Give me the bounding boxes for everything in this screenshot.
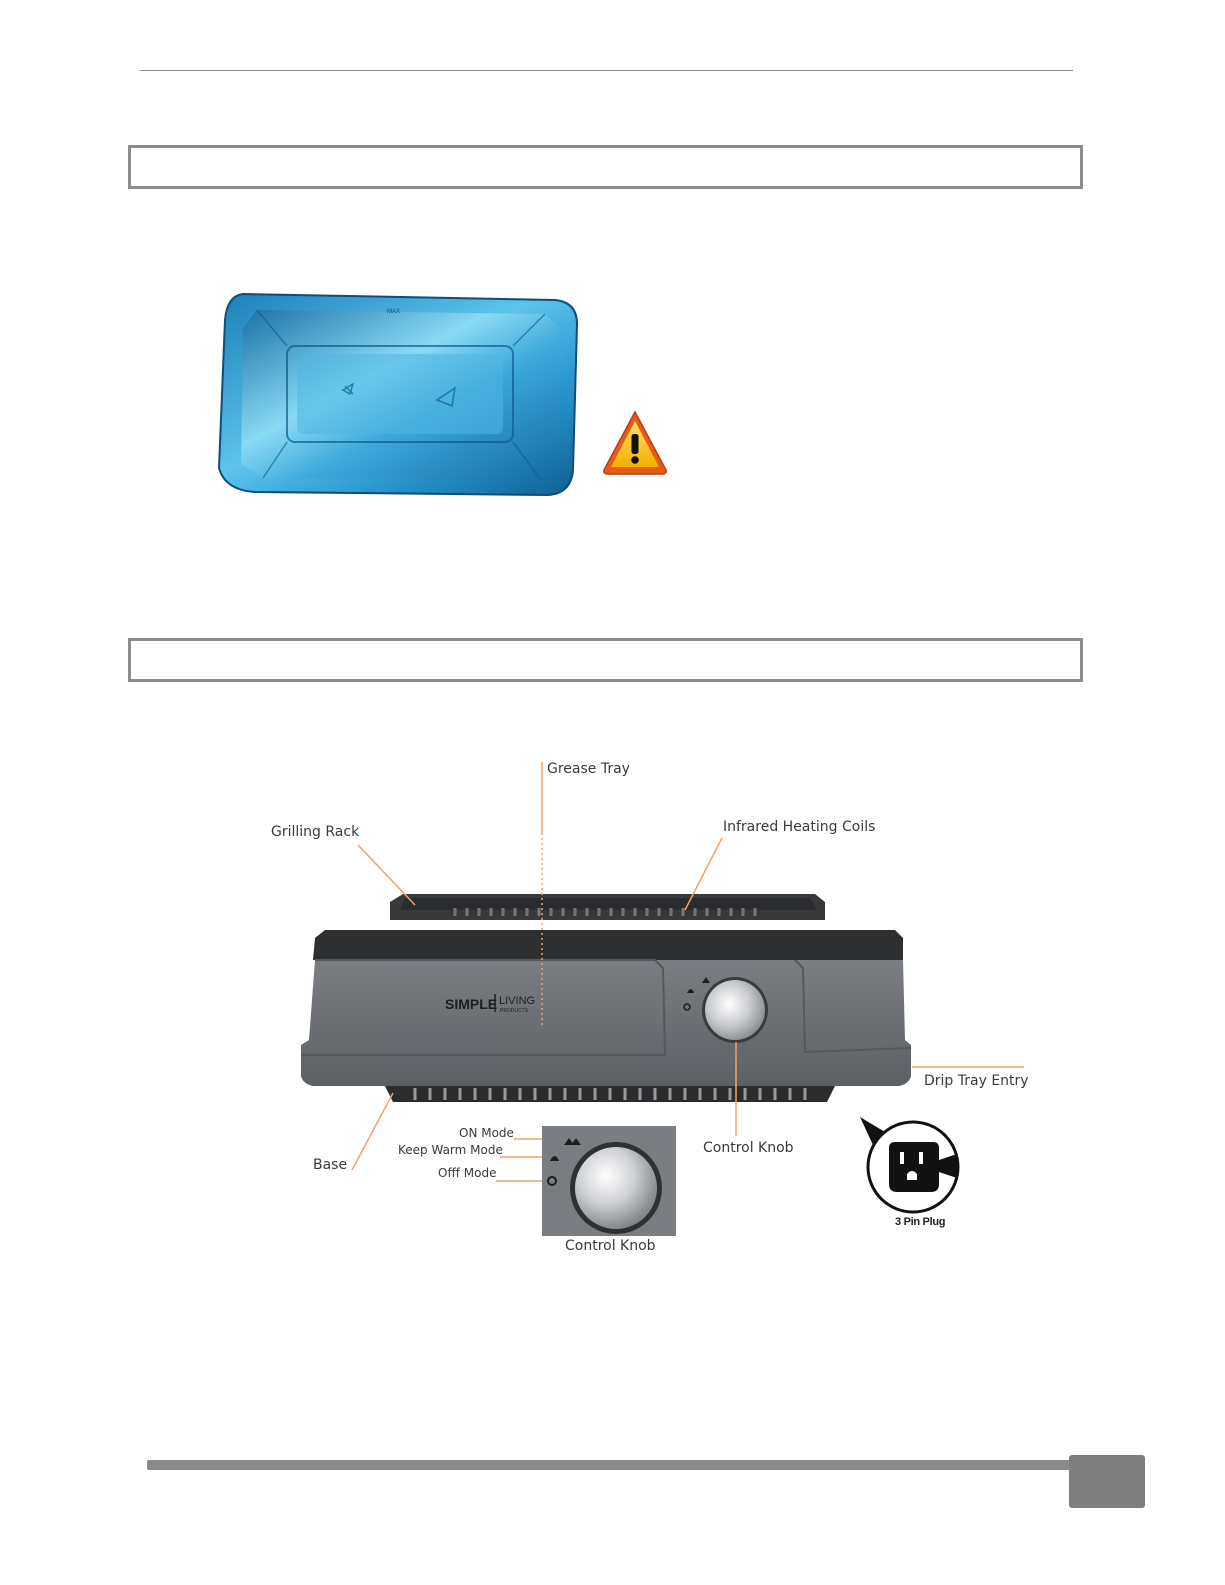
label-keep-warm-mode: Keep Warm Mode — [398, 1143, 503, 1157]
label-control-knob-main: Control Knob — [703, 1140, 794, 1156]
label-3-pin-plug: 3 Pin Plug — [895, 1216, 946, 1228]
plug-icon — [855, 1112, 965, 1217]
control-knob-inset-image — [542, 1126, 676, 1236]
logo-word-simple: SIMPLE — [445, 996, 498, 1012]
logo-word-products: PRODUCTS — [500, 1008, 529, 1014]
label-grilling-rack: Grilling Rack — [271, 824, 360, 840]
label-on-mode: ON Mode — [459, 1126, 514, 1140]
label-off-mode: Offf Mode — [438, 1166, 497, 1180]
label-drip-tray-entry: Drip Tray Entry — [924, 1073, 1029, 1089]
label-control-knob-inset: Control Knob — [565, 1238, 656, 1254]
tray-max-mark: MAX — [387, 309, 401, 315]
page-number-tab — [1069, 1455, 1145, 1508]
label-infrared-heating-coils: Infrared Heating Coils — [723, 819, 876, 835]
label-grease-tray: Grease Tray — [547, 761, 630, 777]
logo-word-living: LIVING — [499, 995, 536, 1007]
footer-rule — [147, 1460, 1072, 1470]
label-base: Base — [313, 1157, 348, 1173]
